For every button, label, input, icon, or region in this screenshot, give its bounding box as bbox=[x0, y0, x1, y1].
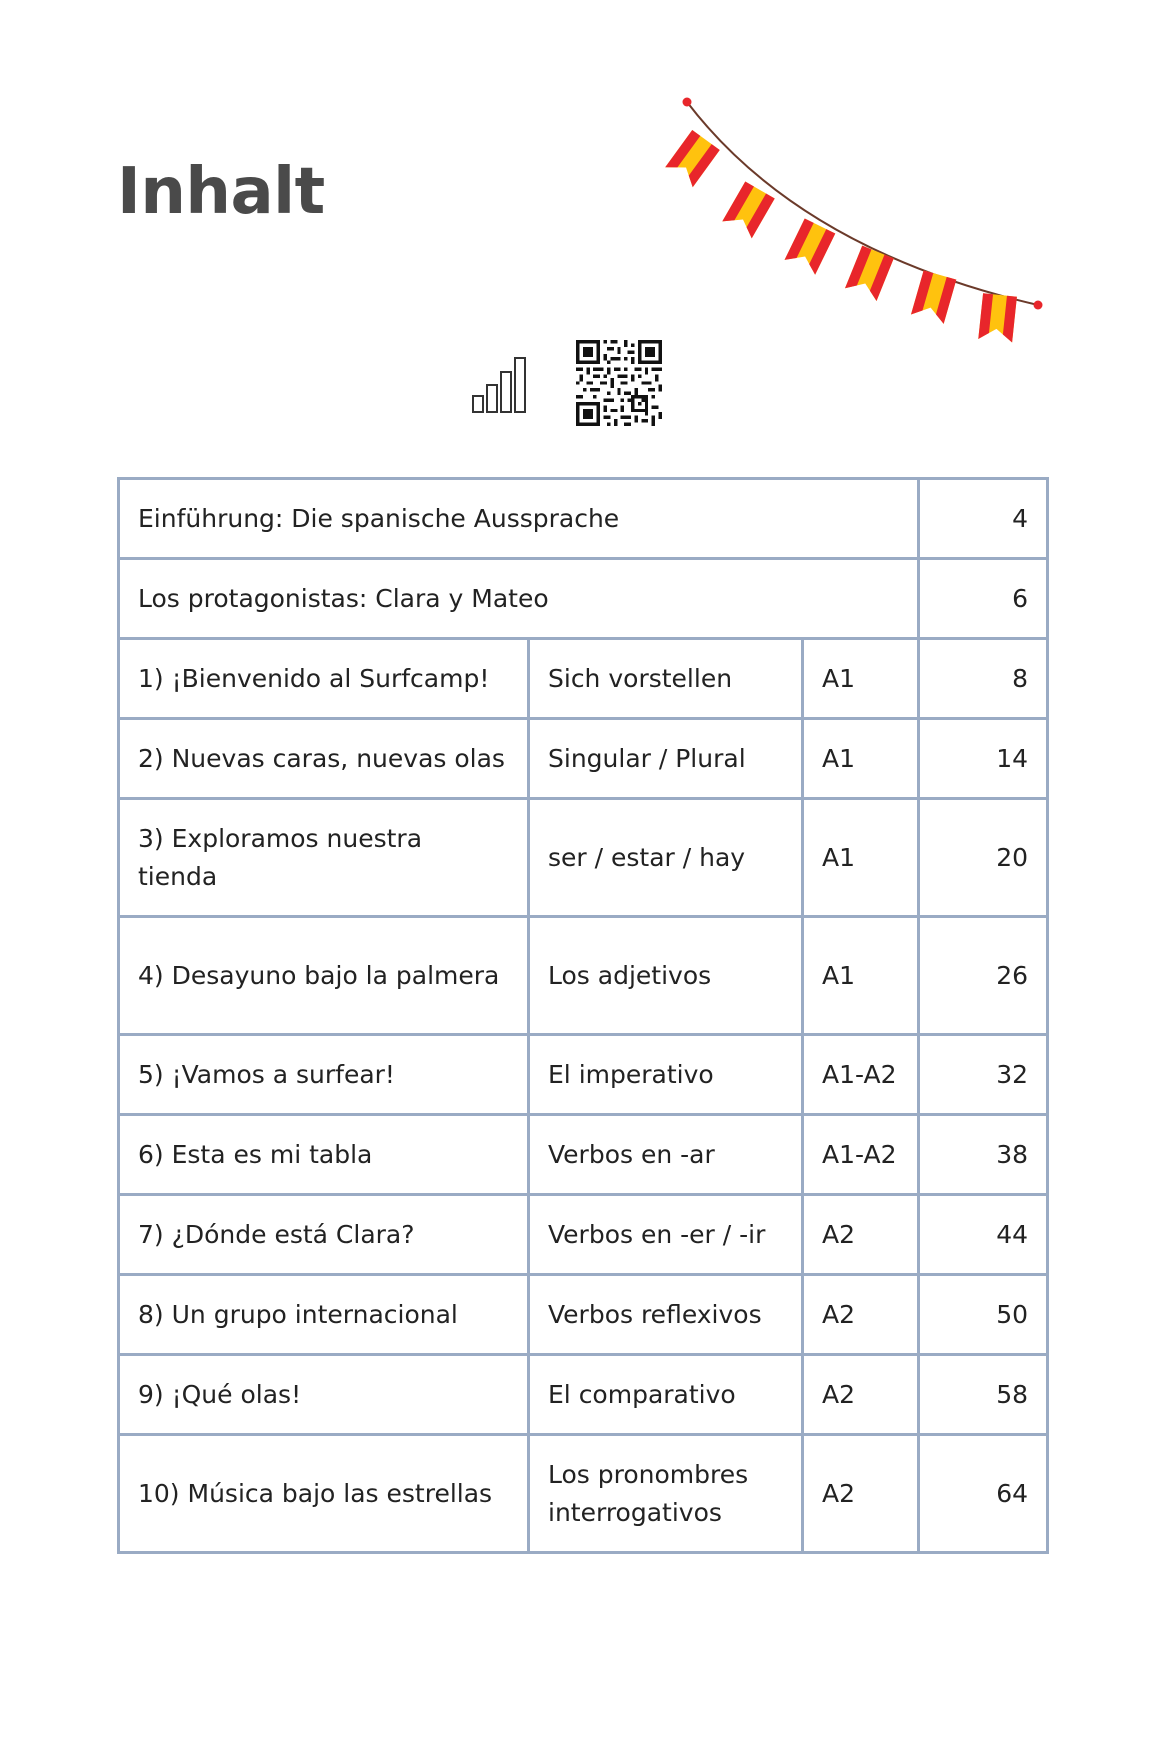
chapter-level: A2 bbox=[803, 1275, 919, 1355]
table-row[interactable] bbox=[119, 479, 1048, 559]
qr-code-icon bbox=[576, 340, 662, 426]
chapter-title: 6) Esta es mi tabla bbox=[119, 1115, 529, 1195]
page-number: 8 bbox=[919, 639, 1048, 719]
chapter-level: A2 bbox=[803, 1355, 919, 1435]
page-number: 6 bbox=[919, 559, 1048, 639]
chapter-level: A1 bbox=[803, 719, 919, 799]
table-row[interactable] bbox=[119, 799, 1048, 917]
table-row[interactable] bbox=[119, 1355, 1048, 1435]
table-row[interactable] bbox=[119, 559, 1048, 639]
page-number: 26 bbox=[919, 917, 1048, 1035]
chapter-level: A1-A2 bbox=[803, 1035, 919, 1115]
page-number: 44 bbox=[919, 1195, 1048, 1275]
chapter-title: 9) ¡Qué olas! bbox=[119, 1355, 529, 1435]
page-number: 4 bbox=[919, 479, 1048, 559]
table-row[interactable] bbox=[119, 917, 1048, 1035]
chapter-topic: El imperativo bbox=[529, 1035, 803, 1115]
page-number: 20 bbox=[919, 799, 1048, 917]
chapter-title: 3) Exploramos nuestra tienda bbox=[119, 799, 529, 917]
chapter-title: 5) ¡Vamos a surfear! bbox=[119, 1035, 529, 1115]
page-number: 14 bbox=[919, 719, 1048, 799]
chapter-level: A1-A2 bbox=[803, 1115, 919, 1195]
table-row[interactable] bbox=[119, 1435, 1048, 1553]
chapter-level: A2 bbox=[803, 1435, 919, 1553]
entry-title: Los protagonistas: Clara y Mateo bbox=[119, 559, 919, 639]
chapter-topic: El comparativo bbox=[529, 1355, 803, 1435]
chapter-topic: Singular / Plural bbox=[529, 719, 803, 799]
page-number: 38 bbox=[919, 1115, 1048, 1195]
chapter-topic: ser / estar / hay bbox=[529, 799, 803, 917]
table-row[interactable] bbox=[119, 1035, 1048, 1115]
table-row[interactable] bbox=[119, 1275, 1048, 1355]
chapter-level: A1 bbox=[803, 799, 919, 917]
chapter-title: 1) ¡Bienvenido al Surfcamp! bbox=[119, 639, 529, 719]
table-row[interactable] bbox=[119, 719, 1048, 799]
table-row[interactable] bbox=[119, 639, 1048, 719]
chapter-title: 8) Un grupo internacional bbox=[119, 1275, 529, 1355]
page-number: 32 bbox=[919, 1035, 1048, 1115]
table-row[interactable] bbox=[119, 1115, 1048, 1195]
spanish-bunting-icon bbox=[660, 90, 1060, 360]
chapter-level: A1 bbox=[803, 639, 919, 719]
chapter-topic: Verbos en -ar bbox=[529, 1115, 803, 1195]
chapter-title: 2) Nuevas caras, nuevas olas bbox=[119, 719, 529, 799]
page-number: 50 bbox=[919, 1275, 1048, 1355]
page-number: 64 bbox=[919, 1435, 1048, 1553]
chapter-topic: Los pronombres interrogativos bbox=[529, 1435, 803, 1553]
chapter-title: 4) Desayuno bajo la palmera bbox=[119, 917, 529, 1035]
page-number: 58 bbox=[919, 1355, 1048, 1435]
chapter-level: A1 bbox=[803, 917, 919, 1035]
chapter-level: A2 bbox=[803, 1195, 919, 1275]
chapter-topic: Sich vorstellen bbox=[529, 639, 803, 719]
table-of-contents bbox=[117, 477, 1049, 1554]
chapter-topic: Verbos reflexivos bbox=[529, 1275, 803, 1355]
table-row[interactable] bbox=[119, 1195, 1048, 1275]
chapter-title: 10) Música bajo las estrellas bbox=[119, 1435, 529, 1553]
chapter-topic: Los adjetivos bbox=[529, 917, 803, 1035]
page-title: Inhalt bbox=[117, 155, 325, 229]
entry-title: Einführung: Die spanische Aussprache bbox=[119, 479, 919, 559]
signal-bars-icon bbox=[470, 352, 532, 414]
chapter-topic: Verbos en -er / -ir bbox=[529, 1195, 803, 1275]
chapter-title: 7) ¿Dónde está Clara? bbox=[119, 1195, 529, 1275]
